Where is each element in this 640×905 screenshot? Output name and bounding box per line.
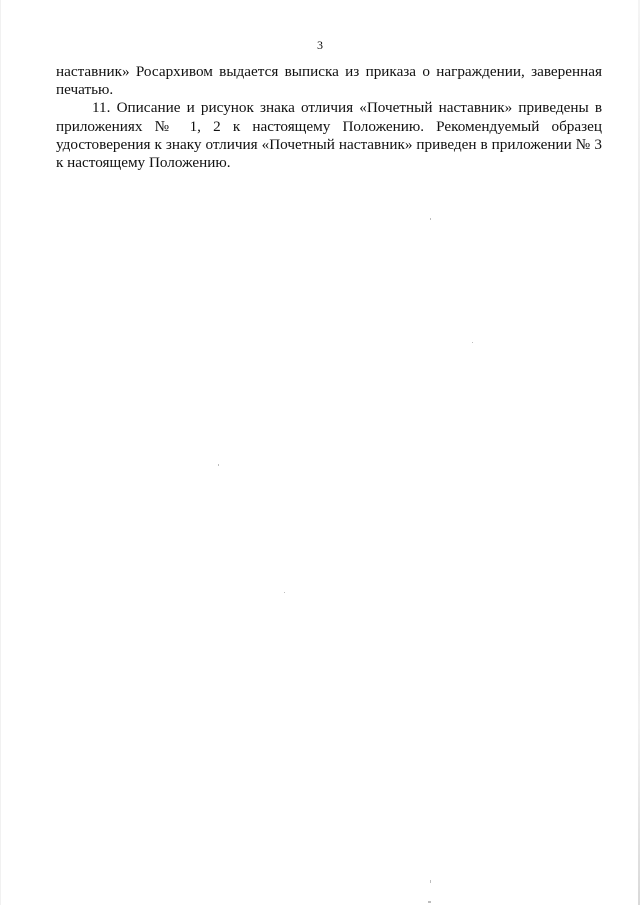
scan-speck [430, 880, 431, 883]
scan-speck [430, 218, 431, 220]
scan-speck [284, 592, 285, 593]
paragraph-continuation: наставник» Росархивом выдается выписка из приказа о награждении, заверенная печатью. [56, 63, 602, 99]
paragraph-item-11: 11. Описание и рисунок знака отличия «Почетный наставник» приведены в приложениях № 1, 2 к настоящему Положению. Рекомендуемый образец удостоверения к знаку отличия «Почетный наставник» приведен в приложении № 3 к настоящему Положению. [56, 99, 602, 172]
body-text [56, 63, 602, 172]
page-number: 3 [317, 38, 323, 52]
scan-edge-left [0, 0, 1, 905]
scan-speck [428, 901, 431, 903]
scan-speck [472, 342, 473, 343]
scan-speck [218, 464, 219, 466]
